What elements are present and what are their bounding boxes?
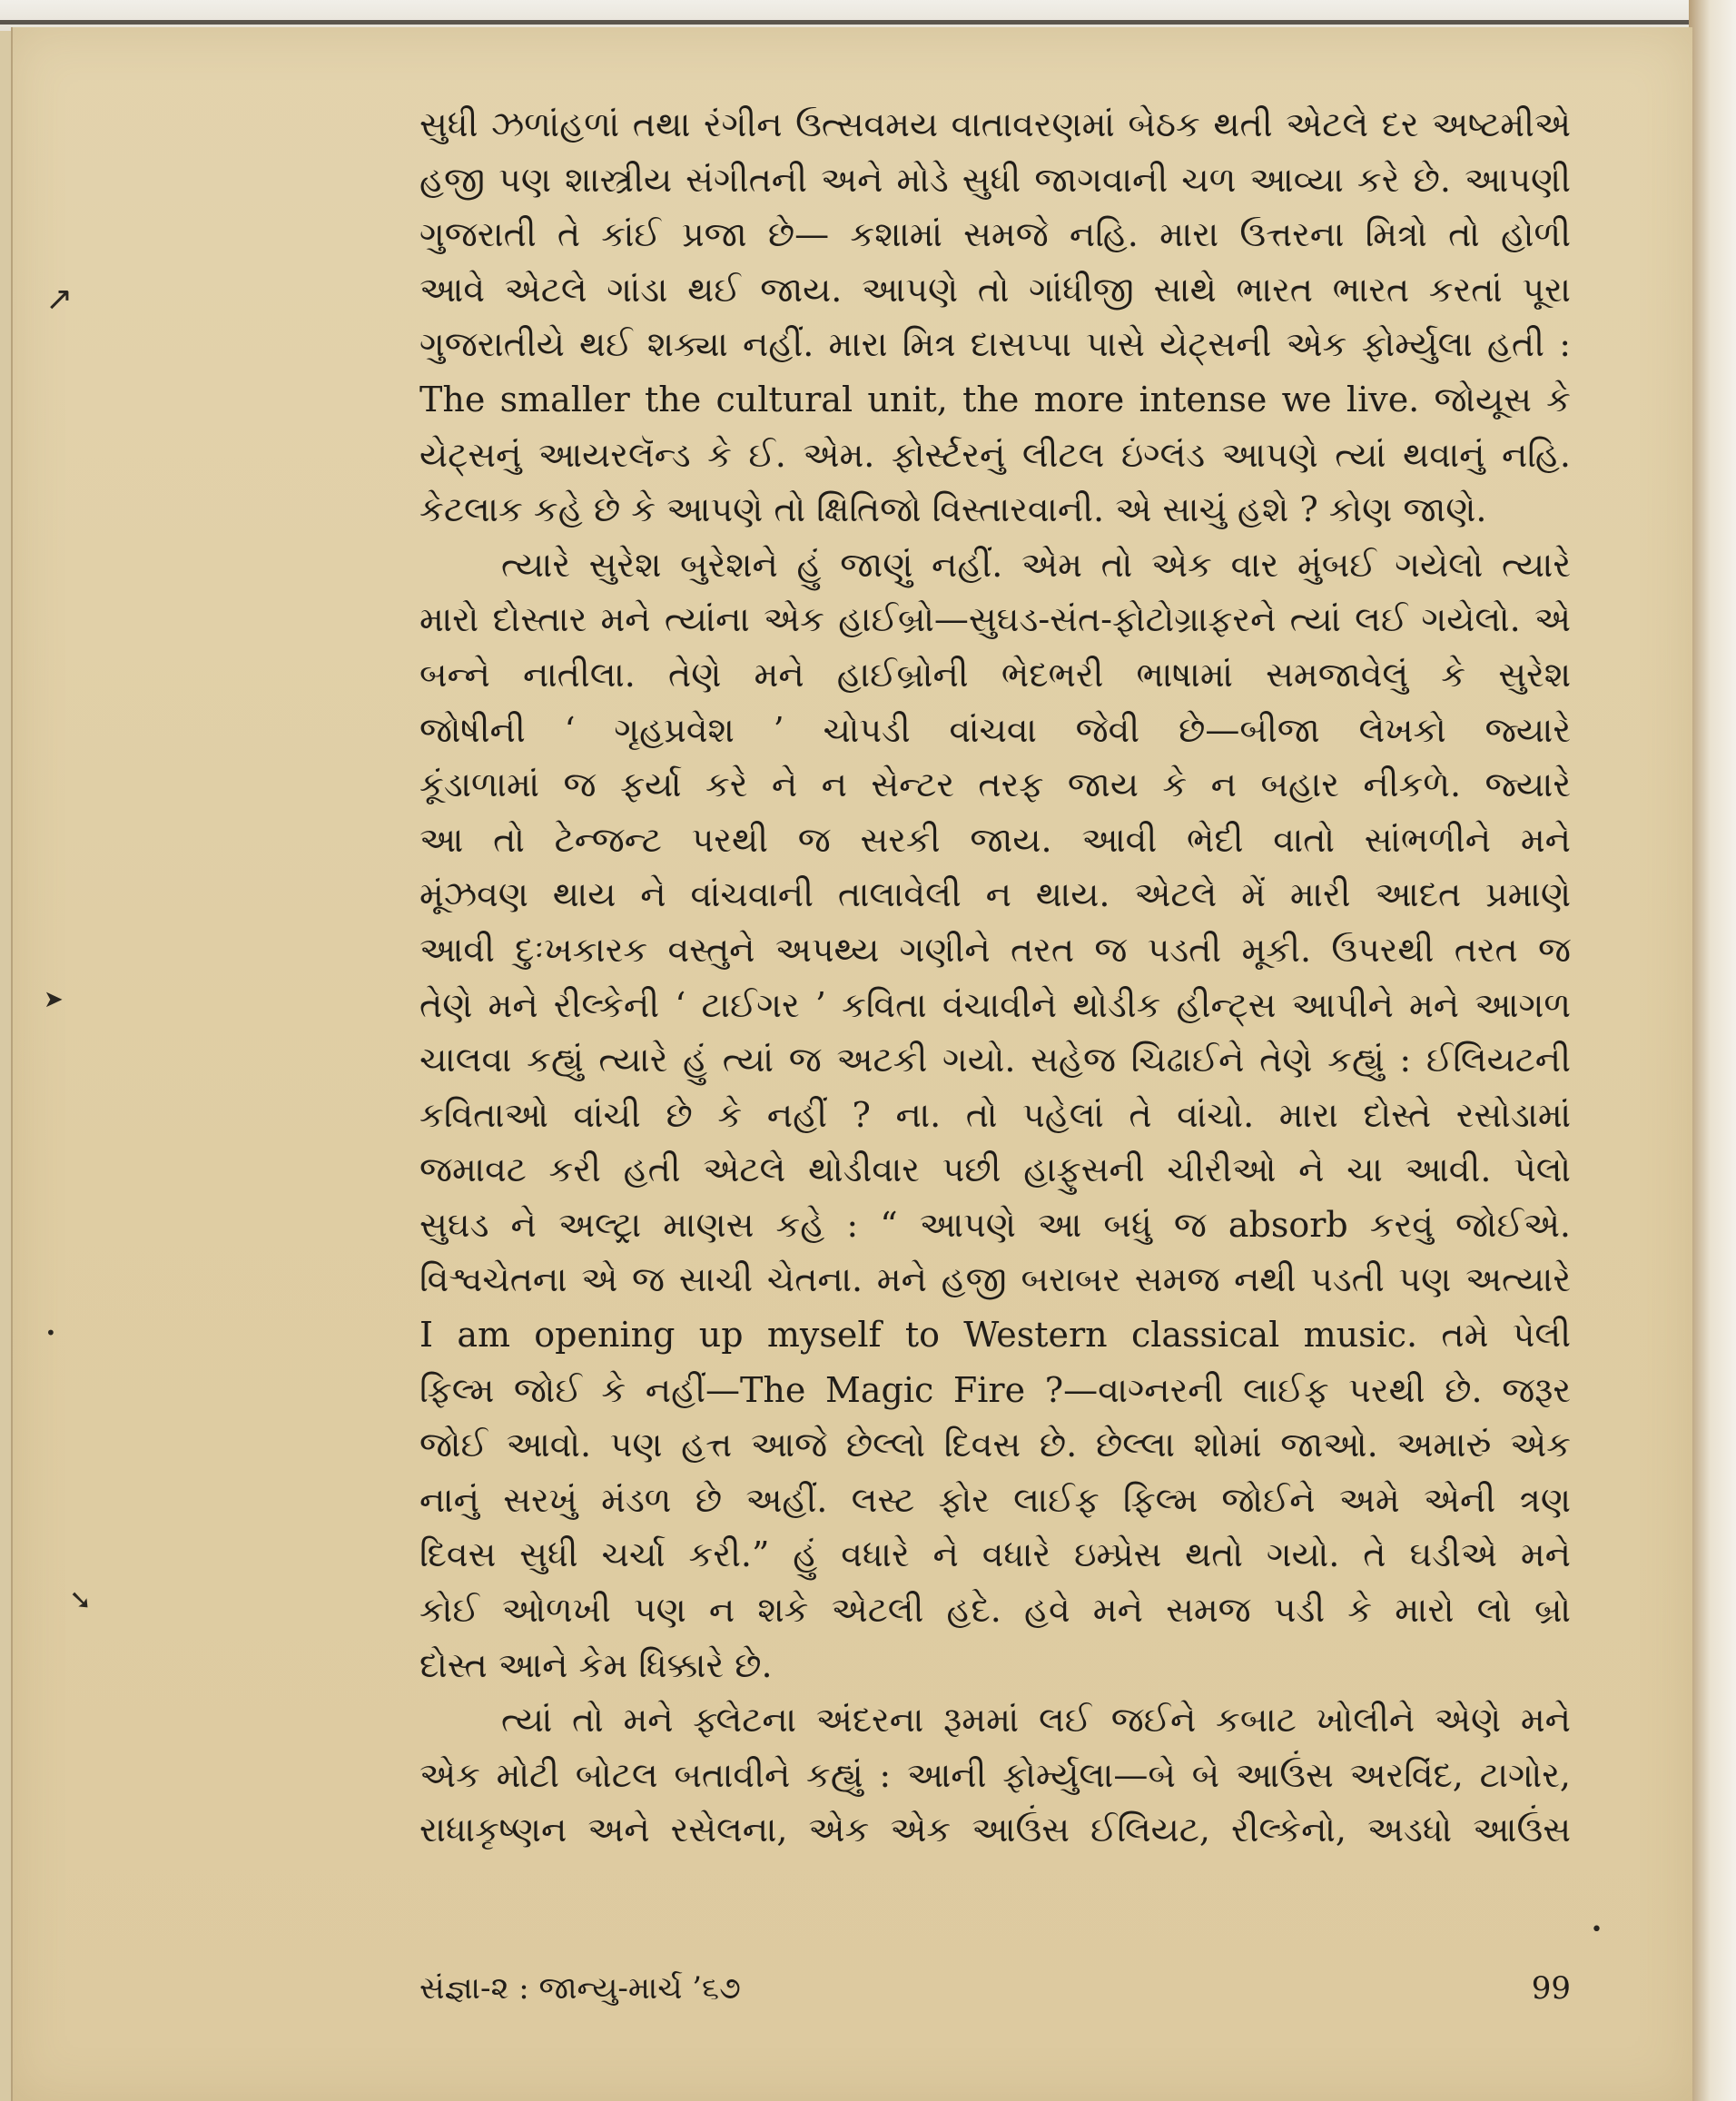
text-line: I am opening up myself to Western classical music. તમે પેલી xyxy=(419,1315,1571,1356)
text-line: જોઈ આવો. પણ હત્ત આજે છેલ્લો દિવસ છે. છેલ્લા શોમાં જાઓ. અમારું એક xyxy=(419,1425,1571,1465)
margin-tick-mark: ➤ xyxy=(44,986,64,1013)
scanner-right-edge xyxy=(1689,0,1736,2101)
paragraph-1 xyxy=(419,97,1571,538)
running-footer-title: સંજ્ઞા-૨ : જાન્યુ-માર્ચ ’૬૭ xyxy=(419,1970,741,2007)
page-number: 99 xyxy=(1531,1970,1571,2007)
text-line: સુધી ઝળાંહળાં તથા રંગીન ઉત્સવમય વાતાવરણમાં બેઠક થતી એટલે દર અષ્ટમીએ xyxy=(419,104,1571,144)
margin-dot-mark: • xyxy=(1591,1919,1603,1941)
text-line: નાનું સરખું મંડળ છે અહીં. લસ્ટ ફોર લાઈફ ફિલ્મ જોઈને અમે એની ત્રણ xyxy=(419,1479,1571,1520)
text-line: કેટલાક કહે છે કે આપણે તો ક્ષિતિજો વિસ્તારવાની. એ સાચું હશે ? કોણ જાણે. xyxy=(419,489,1487,530)
text-line: કોઈ ઓળખી પણ ન શકે એટલી હદે. હવે મને સમજ પડી કે મારો લો બ્રો xyxy=(419,1590,1571,1631)
text-line: ત્યારે સુરેશ બુરેશને હું જાણું નહીં. એમ તો એક વાર મુંબઈ ગયેલો ત્યારે xyxy=(501,544,1571,585)
text-line: રાધાકૃષ્ણન અને રસેલના, એક એક આઉંસ ઈલિયટ, રીલ્કેનો, અડધો આઉંસ xyxy=(419,1810,1571,1850)
margin-tick-mark: ➘ xyxy=(69,1584,93,1616)
text-line: બન્ને નાતીલા. તેણે મને હાઈબ્રોની ભેદભરી ભાષામાં સમજાવેલું કે સુરેશ xyxy=(419,654,1571,695)
text-line: કવિતાઓ વાંચી છે કે નહીં ? ના. તો પહેલાં તે વાંચો. મારા દોસ્તે રસોડામાં xyxy=(419,1094,1571,1135)
scanner-top-band xyxy=(0,0,1736,31)
text-line: જોષીની ‘ ગૃહપ્રવેશ ’ ચોપડી વાંચવા જેવી છે—બીજા લેખકો જ્યારે xyxy=(419,709,1571,750)
text-line: ત્યાં તો મને ફ્લેટના અંદરના રૂમમાં લઈ જઈને કબાટ ખોલીને એણે મને xyxy=(501,1700,1571,1741)
page-footer xyxy=(419,1968,1571,2008)
text-line: તેણે મને રીલ્કેની ‘ ટાઈગર ’ કવિતા વંચાવીને થોડીક હીન્ટ્સ આપીને મને આગળ xyxy=(419,984,1571,1025)
margin-tick-mark: ↗ xyxy=(45,281,74,318)
paragraph-3 xyxy=(419,1692,1571,1858)
text-line: મારો દોસ્તાર મને ત્યાંના એક હાઈબ્રો—સુઘડ-સંત-ફોટોગ્રાફરને ત્યાં લઈ ગયેલો. એ xyxy=(419,599,1571,640)
text-line: આવી દુઃખકારક વસ્તુને અપથ્ય ગણીને તરત જ પડતી મૂકી. ઉપરથી તરત જ xyxy=(419,929,1571,970)
text-line: દોસ્ત આને કેમ ધિક્કારે છે. xyxy=(419,1644,773,1685)
text-line: The smaller the cultural unit, the more intense we live. જોયૂસ કે xyxy=(419,379,1571,419)
text-line: દિવસ સુધી ચર્ચા કરી.” હું વધારે ને વધારે ઇમ્પ્રેસ થતો ગયો. તે ઘડીએ મને xyxy=(419,1534,1571,1575)
text-line: એક મોટી બોટલ બતાવીને કહ્યું : આની ફોર્મ્યુલા—બે બે આઉંસ અરવિંદ, ટાગોર, xyxy=(419,1754,1571,1795)
text-line: મૂંઝવણ થાય ને વાંચવાની તાલાવેલી ન થાય. એટલે મેં મારી આદત પ્રમાણે xyxy=(419,874,1571,915)
text-line: સુઘડ ને અલ્ટ્રા માણસ કહે : “ આપણે આ બધું જ absorb કરવું જોઈએ. xyxy=(419,1204,1571,1245)
text-line: જમાવટ કરી હતી એટલે થોડીવાર પછી હાફુસની ચીરીઓ ને ચા આવી. પેલો xyxy=(419,1149,1571,1190)
text-line: આ તો ટેન્જન્ટ પરથી જ સરકી જાય. આવી ભેદી વાતો સાંભળીને મને xyxy=(419,819,1571,860)
text-line: યેટ્સનું આયરલૅન્ડ કે ઈ. એમ. ફોર્સ્ટરનું લીટલ ઇંગ્લંડ આપણે ત્યાં થવાનું નહિ. xyxy=(419,434,1571,475)
page-body-text xyxy=(419,97,1571,1858)
text-line: આવે એટલે ગાંડા થઈ જાય. આપણે તો ગાંધીજી સાથે ભારત ભારત કરતાં પૂરા xyxy=(419,269,1571,310)
text-line: વિશ્વચેતના એ જ સાચી ચેતના. મને હજી બરાબર સમજ નથી પડતી પણ અત્યારે xyxy=(419,1259,1571,1300)
margin-dot-mark: • xyxy=(45,1322,56,1344)
text-line: ફિલ્મ જોઈ કે નહીં—The Magic Fire ?—વાગ્નરની લાઈફ પરથી છે. જરૂર xyxy=(419,1369,1571,1410)
text-line: હજી પણ શાસ્ત્રીય સંગીતની અને મોડે સુધી જાગવાની ચળ આવ્યા કરે છે. આપણી xyxy=(419,159,1571,200)
text-line: કૂંડાળામાં જ ફર્યા કરે ને ન સેન્ટર તરફ જાય કે ન બહાર નીકળે. જ્યારે xyxy=(419,764,1571,805)
paragraph-2 xyxy=(419,538,1571,1692)
text-line: ગુજરાતીયે થઈ શક્યા નહીં. મારા મિત્ર દાસપ્પા પાસે યેટ્સની એક ફોર્મ્યુલા હતી : xyxy=(419,324,1571,365)
text-line: ગુજરાતી તે કાંઈ પ્રજા છે— કશામાં સમજે નહિ. મારા ઉત્તરના મિત્રો તો હોળી xyxy=(419,214,1571,255)
scanner-edge-line xyxy=(0,20,1689,25)
text-line: ચાલવા કહ્યું ત્યારે હું ત્યાં જ અટકી ગયો. સહેજ ચિઢાઈને તેણે કહ્યું : ઈલિયટની xyxy=(419,1040,1571,1080)
